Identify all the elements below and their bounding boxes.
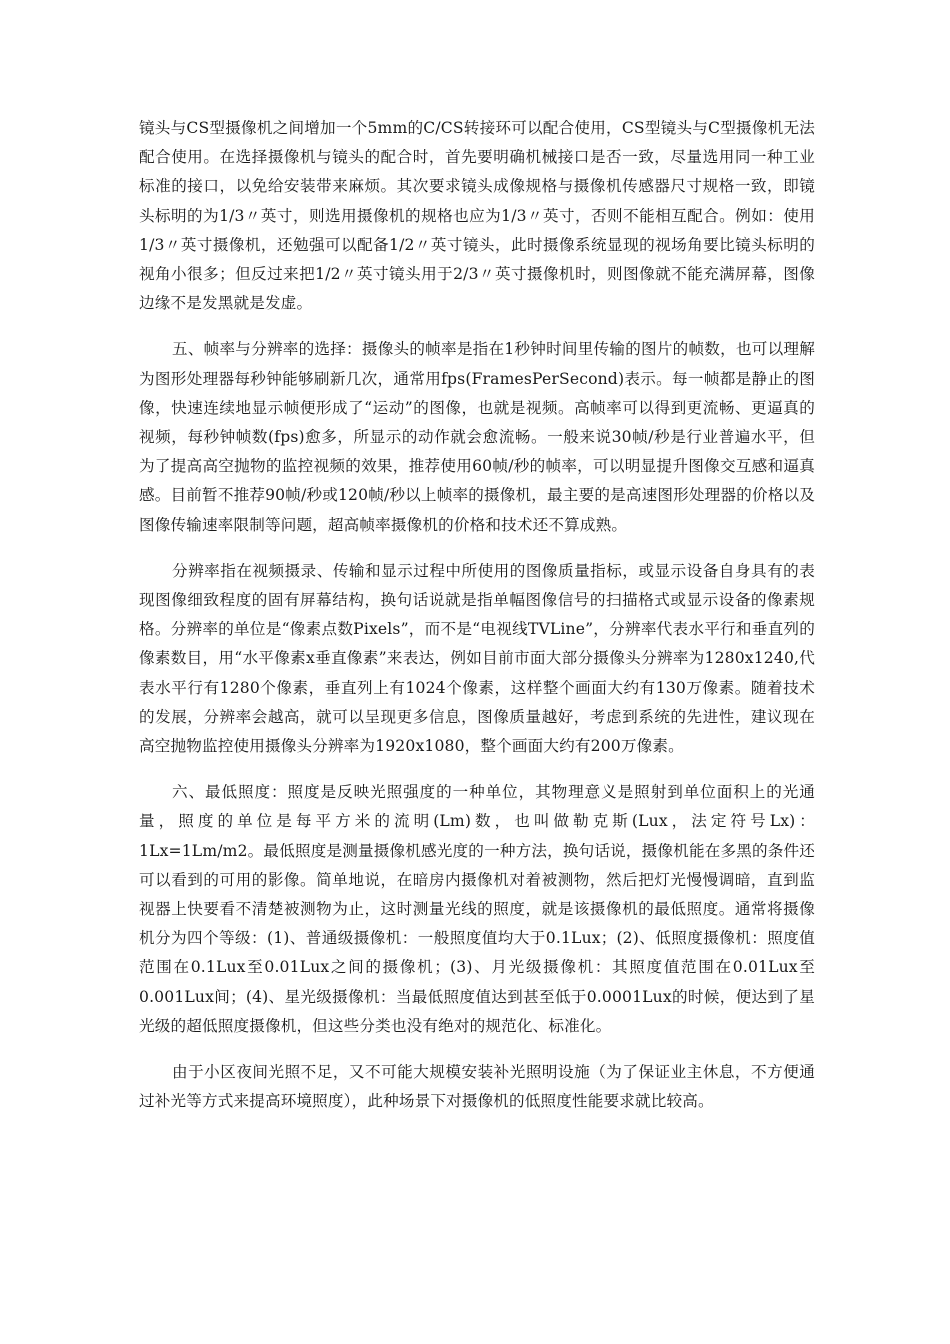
paragraph-lens-compatibility: 镜头与CS型摄像机之间增加一个5mm的C/CS转接环可以配合使用，CS型镜头与C型摄像机无法配合使用。在选择摄像机与镜头的配合时，首先要明确机械接口是否一致，尽量选用同一种工业标准的接口，以免给安装带来麻烦。其次要求镜头成像规格与摄像机传感器尺寸规格一致，即镜头标明的为1/3〃英寸，则选用摄像机的规格也应为1/3〃英寸，否则不能相互配合。例如：使用1/3〃英寸摄像机，还勉强可以配备1/2〃英寸镜头，此时摄像系统显现的视场角要比镜头标明的视角小很多；但反过来把1/2〃英寸镜头用于2/3〃英寸摄像机时，则图像就不能充满屏幕，图像边缘不是发黑就是发虚。 (139, 119, 815, 313)
paragraph-night-lighting: 由于小区夜间光照不足，又不可能大规模安装补光照明设施（为了保证业主休息，不方便通过补光等方式来提高环境照度），此种场景下对摄像机的低照度性能要求就比较高。 (139, 1063, 815, 1111)
paragraph-minimum-illumination: 六、最低照度：照度是反映光照强度的一种单位，其物理意义是照射到单位面积上的光通量，照度的单位是每平方米的流明(Lm)数，也叫做勒克斯(Lux，法定符号Lx)：1Lx=1Lm/m2。最低照度是测量摄像机感光度的一种方法，换句话说，摄像机能在多黑的条件还可以看到的可用的影像。简单地说，在暗房内摄像机对着被测物，然后把灯光慢慢调暗，直到监视器上快要看不清楚被测物为止，这时测量光线的照度，就是该摄像机的最低照度。通常将摄像机分为四个等级：(1)、普通级摄像机：一般照度值均大于0.1Lux；(2)、低照度摄像机：照度值范围在0.1Lux至0.01Lux之间的摄像机；(3)、月光级摄像机：其照度值范围在0.01Lux至0.001Lux间；(4)、星光级摄像机：当最低照度值达到甚至低于0.0001Lux的时候，便达到了星光级的超低照度摄像机，但这些分类也没有绝对的规范化、标准化。 (139, 783, 815, 1035)
paragraph-resolution: 分辨率指在视频摄录、传输和显示过程中所使用的图像质量指标，或显示设备自身具有的表现图像细致程度的固有屏幕结构，换句话说就是指单幅图像信号的扫描格式或显示设备的像素规格。分辨率的单位是“像素点数Pixels”，而不是“电视线TVLine”，分辨率代表水平行和垂直列的像素数目，用“水平像素x垂直像素”来表达，例如目前市面大部分摄像头分辨率为1280x1240,代表水平行有1280个像素，垂直列上有1024个像素，这样整个画面大约有130万像素。随着技术的发展，分辨率会越高，就可以呈现更多信息，图像质量越好，考虑到系统的先进性，建议现在高空抛物监控使用摄像头分辨率为1920x1080，整个画面大约有200万像素。 (139, 561, 815, 756)
document-page (139, 114, 815, 1117)
paragraph-frame-rate: 五、帧率与分辨率的选择：摄像头的帧率是指在1秒钟时间里传输的图片的帧数，也可以理解为图形处理器每秒钟能够刷新几次，通常用fps(FramesPerSecond)表示。每一帧都是静止的图像，快速连续地显示帧便形成了“运动”的图像，也就是视频。高帧率可以得到更流畅、更逼真的视频，每秒钟帧数(fps)愈多，所显示的动作就会愈流畅。一般来说30帧/秒是行业普遍水平，但为了提高高空抛物的监控视频的效果，推荐使用60帧/秒的帧率，可以明显提升图像交互感和逼真感。目前暂不推荐90帧/秒或120帧/秒以上帧率的摄像机，最主要的是高速图形处理器的价格以及图像传输速率限制等问题，超高帧率摄像机的价格和技术还不算成熟。 (139, 340, 815, 534)
